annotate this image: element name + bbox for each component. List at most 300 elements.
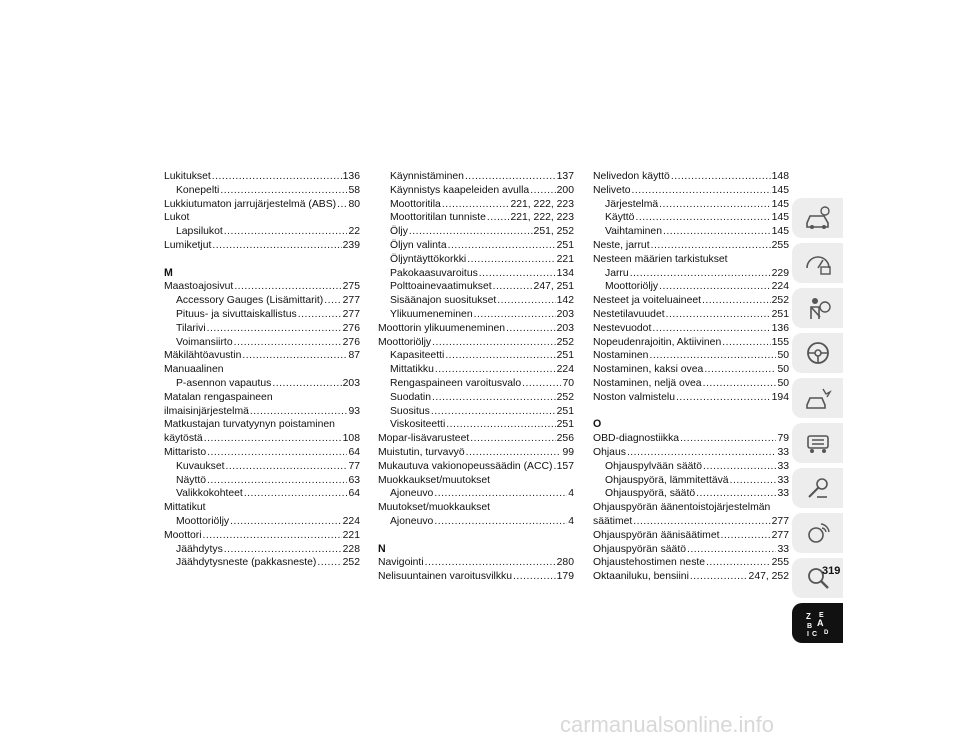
dot-leader: [465, 170, 556, 184]
index-entry-term: Konepelti: [176, 184, 220, 196]
dot-leader: [220, 184, 347, 198]
index-page-ref[interactable]: 148: [771, 171, 789, 182]
dot-leader: [680, 432, 776, 446]
dot-leader: [432, 391, 556, 405]
index-subentry: [378, 487, 574, 501]
index-entry: [164, 391, 360, 405]
index-entry-term: Jäähdytysneste (pakkasneste): [176, 557, 317, 569]
index-subentry: [593, 211, 789, 225]
index-subentry: [378, 391, 574, 405]
dot-leader: [226, 460, 348, 474]
index-entry-term: Mopar-lisävarusteet: [378, 433, 470, 445]
dot-leader: [317, 556, 341, 570]
dot-leader: [250, 405, 348, 419]
index-page-ref[interactable]: 277: [771, 515, 789, 527]
dot-leader: [467, 253, 555, 267]
index-entry-term: Nostaminen: [593, 350, 649, 362]
index-entry-term: Vaihtaminen: [605, 226, 662, 238]
index-entry-term: Navigointi: [378, 557, 424, 569]
index-subentry: [164, 322, 360, 336]
index-entry-term: Kuvaukset: [176, 460, 225, 472]
dot-leader: [234, 280, 341, 294]
index-entry: [593, 570, 789, 584]
dot-leader: [474, 308, 556, 322]
index-page-ref[interactable]: 251, 252: [533, 226, 574, 238]
index-page-ref[interactable]: 179: [556, 571, 574, 583]
dot-leader: [632, 184, 771, 198]
index-entry-term: Öljyn valinta: [390, 239, 447, 251]
dot-leader: [234, 336, 342, 350]
index-page-ref[interactable]: 134: [556, 267, 574, 279]
index-subentry: [378, 225, 574, 239]
index-entry-term: Jäähdytys: [176, 543, 223, 555]
index-entry: [378, 322, 574, 336]
index-subentry: [378, 405, 574, 419]
dot-leader: [696, 487, 776, 501]
dot-leader: [244, 487, 348, 501]
index-entry: [164, 501, 360, 515]
svg-text:A: A: [816, 618, 823, 628]
index-subentry: [378, 170, 574, 184]
index-entry-term: Nostaminen, kaksi ovea: [593, 364, 704, 376]
index-page-ref[interactable]: 58: [348, 184, 360, 196]
dot-leader: [434, 515, 567, 529]
index-page-ref[interactable]: 136: [771, 322, 789, 334]
index-entry-term: Lumiketjut: [164, 239, 212, 251]
index-page-ref[interactable]: 203: [556, 308, 574, 320]
index-entry: [593, 363, 789, 377]
index-column-1: [164, 170, 360, 570]
car-service-icon: [803, 428, 833, 458]
dot-leader: [690, 570, 748, 584]
index-entry-term: Nesteet ja voiteluaineet: [593, 295, 702, 307]
index-entry-term: Valikkokohteet: [176, 488, 243, 500]
index-entry-term: Ohjauspylvään säätö: [605, 460, 703, 472]
index-subentry: [378, 198, 574, 212]
index-page-ref[interactable]: 33: [777, 460, 789, 472]
index-page-ref[interactable]: 221, 222, 223: [510, 212, 574, 224]
index-entry-term: Oktaaniluku, bensiini: [593, 571, 689, 583]
index-entry-term: Nelivedon käyttö: [593, 171, 670, 182]
dot-leader: [651, 239, 771, 253]
svg-text:I: I: [806, 631, 809, 638]
index-entry: [593, 432, 789, 446]
index-page-ref[interactable]: 251: [556, 419, 574, 431]
index-page-ref[interactable]: 251: [556, 405, 574, 417]
index-subentry: [378, 418, 574, 432]
index-page-ref[interactable]: 70: [562, 377, 574, 389]
index-entry-term: Lukkiutumaton jarrujärjestelmä (ABS): [164, 198, 337, 210]
index-page-ref[interactable]: 33: [777, 488, 789, 500]
index-entry: [164, 198, 360, 212]
index-page-ref[interactable]: 99: [562, 446, 574, 458]
index-entry-term: Mittatikku: [390, 364, 434, 376]
dot-leader: [703, 377, 777, 391]
dot-leader: [212, 239, 341, 253]
seatbelt-airbag-icon: [803, 293, 833, 323]
index-entry-term: Rengaspaineen varoitusvalo: [390, 377, 522, 389]
dot-leader: [434, 487, 567, 501]
svg-text:B: B: [806, 623, 812, 630]
index-page-ref[interactable]: 50: [777, 377, 789, 389]
index-page-ref[interactable]: 145: [771, 212, 789, 224]
index-page-ref[interactable]: 203: [556, 322, 574, 334]
index-page-ref[interactable]: 251: [556, 239, 574, 251]
index-page-ref[interactable]: 252: [342, 557, 360, 569]
index-entry-term: Maastoajosivut: [164, 281, 234, 293]
index-page-ref[interactable]: 142: [556, 295, 574, 307]
tab-safety[interactable]: [792, 288, 843, 328]
dot-leader: [242, 349, 347, 363]
index-entry: [593, 515, 789, 529]
index-subentry: [164, 184, 360, 198]
tab-index[interactable]: [792, 603, 843, 643]
index-page-ref[interactable]: 64: [348, 488, 360, 500]
index-entry: [593, 170, 789, 184]
index-entry-term: Mäkilähtöavustin: [164, 350, 242, 362]
dot-leader: [409, 225, 533, 239]
tab-emergency[interactable]: [792, 378, 843, 418]
dot-leader: [706, 556, 771, 570]
index-page-ref[interactable]: 63: [348, 474, 360, 486]
index-page-ref[interactable]: 275: [342, 281, 360, 293]
index-entry-term: Järjestelmä: [605, 198, 659, 210]
index-page-ref[interactable]: 228: [342, 543, 360, 555]
index-page-ref[interactable]: 33: [777, 446, 789, 458]
index-entry-term: Ohjauspyörän säätö: [593, 543, 686, 555]
index-entry-term: Ohjaus: [593, 446, 626, 458]
index-page-ref[interactable]: 145: [771, 198, 789, 210]
index-entry-term: Lukitukset: [164, 171, 211, 182]
index-entry-term: Nelisuuntainen varoitusvilkku: [378, 571, 512, 583]
index-entry: [164, 432, 360, 446]
tab-starting-operating[interactable]: [792, 333, 843, 373]
index-entry-term: P-asennon vapautus: [176, 377, 272, 389]
index-entry: [164, 170, 360, 184]
dot-leader: [224, 225, 348, 239]
index-entry: [593, 446, 789, 460]
index-entry-term: Moottoriöljy: [176, 515, 230, 527]
index-page-ref[interactable]: 145: [771, 184, 789, 196]
chapter-tabs: [792, 198, 843, 648]
index-entry: [164, 405, 360, 419]
index-page-ref[interactable]: 224: [771, 281, 789, 293]
index-page-ref[interactable]: 80: [348, 198, 360, 210]
dot-leader: [207, 474, 347, 488]
index-page-ref[interactable]: 22: [348, 226, 360, 238]
index-page-ref[interactable]: 255: [771, 557, 789, 569]
index-page-ref[interactable]: 33: [777, 543, 789, 555]
index-entry-term: Näyttö: [176, 474, 207, 486]
index-subentry: [378, 253, 574, 267]
index-subentry: [378, 280, 574, 294]
index-entry: [593, 529, 789, 543]
index-page-ref[interactable]: 252: [771, 295, 789, 307]
index-entry: [593, 391, 789, 405]
dot-leader: [652, 322, 770, 336]
index-entry-term: Jarru: [605, 267, 629, 279]
dot-leader: [337, 198, 347, 212]
index-page-ref[interactable]: 200: [556, 184, 574, 196]
dot-leader: [702, 294, 771, 308]
index-entry: [164, 363, 360, 377]
index-entry: [593, 184, 789, 198]
index-subentry: [593, 460, 789, 474]
index-entry-term: Matkustajan turvatyynyn poistaminen: [164, 419, 335, 431]
index-entry: [593, 543, 789, 557]
index-entry-term: Neste, jarrut: [593, 239, 650, 251]
index-entry: [378, 570, 574, 584]
index-entry: [593, 336, 789, 350]
index-page-ref[interactable]: 221: [556, 253, 574, 265]
index-entry-term: Suodatin: [390, 391, 432, 403]
index-page-ref[interactable]: 194: [771, 391, 789, 403]
dot-leader: [663, 225, 771, 239]
index-subentry: [593, 487, 789, 501]
index-entry: [378, 446, 574, 460]
dot-leader: [446, 418, 555, 432]
index-letter-heading: M: [164, 266, 173, 279]
index-page-ref[interactable]: 247, 251: [533, 281, 574, 293]
index-entry-term: Noston valmistelu: [593, 391, 676, 403]
index-entry: [378, 460, 574, 474]
index-page-ref[interactable]: 221: [342, 529, 360, 541]
index-entry-term: Kapasiteetti: [390, 350, 445, 362]
index-entry-term: Nestetilavuudet: [593, 308, 665, 320]
index-entry: [593, 501, 789, 515]
dot-leader: [676, 391, 771, 405]
dot-leader: [324, 294, 341, 308]
index-page-ref[interactable]: 33: [777, 474, 789, 486]
index-column-3: [593, 170, 789, 584]
index-subentry: [164, 556, 360, 570]
index-subentry: [378, 239, 574, 253]
index-subentry: [164, 515, 360, 529]
index-subentry: [593, 225, 789, 239]
index-page-ref[interactable]: 64: [348, 446, 360, 458]
dot-leader: [513, 570, 556, 584]
index-entry-term: käytöstä: [164, 433, 203, 445]
index-entry-term: Mittaristo: [164, 446, 207, 458]
index-entry: [164, 418, 360, 432]
index-entry-term: Nestevuodot: [593, 322, 652, 334]
dot-leader: [272, 377, 341, 391]
index-entry-term: Matalan rengaspaineen: [164, 391, 273, 403]
index-entry-term: OBD-diagnostiikka: [593, 433, 680, 445]
index-subentry: [378, 294, 574, 308]
dot-leader: [432, 336, 556, 350]
index-subentry: [378, 308, 574, 322]
index-entry-term: Pakokaasuvaroitus: [390, 267, 478, 279]
index-page-ref[interactable]: 276: [342, 336, 360, 348]
index-page-ref[interactable]: 251: [771, 308, 789, 320]
tab-getting-to-know[interactable]: [792, 198, 843, 238]
tab-customer-assistance[interactable]: [792, 558, 843, 598]
index-entry: [164, 529, 360, 543]
index-page-ref[interactable]: 251: [556, 350, 574, 362]
dot-leader: [553, 460, 555, 474]
svg-text:Z: Z: [805, 612, 811, 621]
index-entry: [378, 336, 574, 350]
dot-leader: [659, 198, 771, 212]
index-subentry: [378, 267, 574, 281]
index-page-ref[interactable]: 157: [556, 460, 574, 472]
index-subentry: [164, 225, 360, 239]
index-subentry: [164, 487, 360, 501]
dot-leader: [479, 267, 556, 281]
index-page-ref[interactable]: 50: [777, 364, 789, 376]
index-page-ref[interactable]: 229: [771, 267, 789, 279]
index-entry-term: Nopeudenrajoitin, Aktiivinen: [593, 336, 722, 348]
index-entry-term: Mittatikut: [164, 502, 206, 514]
index-entry-term: Muistutin, turvavyö: [378, 446, 465, 458]
index-page-ref[interactable]: 4: [568, 515, 574, 527]
car-info-icon: [803, 203, 833, 233]
index-page-ref[interactable]: 276: [342, 322, 360, 334]
dot-leader: [730, 474, 777, 488]
index-page-ref[interactable]: 277: [342, 308, 360, 320]
index-entry-term: Käynnistäminen: [390, 171, 464, 182]
index-entry: [164, 280, 360, 294]
index-entry-term: Ohjauspyörän äänentoistojärjestelmän: [593, 502, 771, 514]
index-entry: [164, 349, 360, 363]
dot-leader: [522, 377, 561, 391]
index-entry: [593, 556, 789, 570]
dot-leader: [207, 322, 342, 336]
dot-leader: [445, 349, 555, 363]
index-entry-term: Pituus- ja sivuttaiskallistus: [176, 308, 297, 320]
index-page-ref[interactable]: 4: [568, 488, 574, 500]
index-page-ref[interactable]: 239: [342, 239, 360, 251]
index-entry-term: Tilarivi: [176, 322, 206, 334]
index-entry-term: Ylikuumeneminen: [390, 308, 473, 320]
dot-leader: [425, 556, 556, 570]
index-entry: [593, 294, 789, 308]
dot-leader: [207, 446, 347, 460]
steering-wheel-icon: [803, 338, 833, 368]
index-page-ref[interactable]: 87: [348, 350, 360, 362]
index-page-ref[interactable]: 145: [771, 226, 789, 238]
index-page-ref[interactable]: 203: [342, 377, 360, 389]
svg-text:C: C: [811, 631, 817, 638]
index-entry-term: Sisäänajon suositukset: [390, 295, 497, 307]
dot-leader: [298, 308, 342, 322]
index-entry-term: Lapsilukot: [176, 226, 223, 238]
dot-leader: [431, 405, 556, 419]
index-letter-heading: N: [378, 542, 386, 555]
dot-leader: [506, 322, 556, 336]
index-page-ref[interactable]: 277: [771, 529, 789, 541]
index-entry-term: säätimet: [593, 515, 633, 527]
index-subentry: [164, 336, 360, 350]
dashboard-warning-icon: [803, 248, 833, 278]
tab-servicing[interactable]: [792, 423, 843, 463]
index-page-ref[interactable]: 136: [342, 171, 360, 182]
index-entry-term: Nesteen määrien tarkistukset: [593, 253, 728, 265]
dot-leader: [203, 529, 342, 543]
index-entry-term: Ajoneuvo: [390, 488, 434, 500]
index-subentry: [164, 308, 360, 322]
dot-leader: [635, 211, 770, 225]
tab-instrument-panel[interactable]: [792, 243, 843, 283]
index-subentry: [378, 363, 574, 377]
dot-leader: [493, 280, 533, 294]
dot-leader: [435, 363, 556, 377]
tab-multimedia[interactable]: [792, 513, 843, 553]
dot-leader: [466, 446, 562, 460]
index-page-ref[interactable]: 93: [348, 405, 360, 417]
index-entry-term: Muutokset/muokkaukset: [378, 502, 491, 514]
index-entry-term: Suositus: [390, 405, 430, 417]
index-subentry: [164, 543, 360, 557]
index-subentry: [378, 515, 574, 529]
index-entry: [378, 432, 574, 446]
index-entry-term: Muokkaukset/muutokset: [378, 474, 491, 486]
index-letter-heading: O: [593, 418, 602, 431]
index-page-ref[interactable]: 256: [556, 433, 574, 445]
index-page-ref[interactable]: 108: [342, 433, 360, 445]
tab-technical[interactable]: [792, 468, 843, 508]
dot-leader: [230, 515, 342, 529]
index-page-ref[interactable]: 252: [556, 336, 574, 348]
dot-leader: [633, 515, 770, 529]
dot-leader: [487, 211, 510, 225]
index-column-2: [378, 170, 574, 584]
index-entry-term: Moottoritila: [390, 198, 441, 210]
index-page-ref[interactable]: 77: [348, 460, 360, 472]
dot-leader: [442, 198, 510, 212]
index-entry: [378, 474, 574, 488]
index-entry-term: Lukot: [164, 212, 190, 224]
index-entry-term: Käyttö: [605, 212, 635, 224]
index-page-ref[interactable]: 50: [777, 350, 789, 362]
index-letters-icon: [803, 608, 833, 638]
dot-leader: [687, 543, 776, 557]
index-subentry: [378, 184, 574, 198]
index-subentry: [593, 198, 789, 212]
index-entry-term: Viskositeetti: [390, 419, 446, 431]
index-page-ref[interactable]: 221, 222, 223: [510, 198, 574, 210]
index-subentry: [164, 474, 360, 488]
index-page-ref[interactable]: 224: [342, 515, 360, 527]
dot-leader: [448, 239, 556, 253]
index-page-ref[interactable]: 255: [771, 239, 789, 251]
dot-leader: [722, 336, 770, 350]
index-page-ref[interactable]: 137: [556, 171, 574, 182]
dot-leader: [630, 267, 771, 281]
index-subentry: [164, 377, 360, 391]
index-entry-term: ilmaisinjärjestelmä: [164, 405, 249, 417]
index-page-ref[interactable]: 252: [556, 391, 574, 403]
dot-leader: [649, 349, 776, 363]
dot-leader: [497, 294, 555, 308]
index-entry-term: Mukautuva vakionopeussäädin (ACC): [378, 460, 553, 472]
index-page-ref[interactable]: 247, 252: [748, 571, 789, 583]
index-subentry: [378, 211, 574, 225]
index-page-ref[interactable]: 79: [777, 433, 789, 445]
index-page-ref[interactable]: 280: [556, 557, 574, 569]
index-page-ref[interactable]: 224: [556, 364, 574, 376]
index-page-ref[interactable]: 155: [771, 336, 789, 348]
index-subentry: [593, 267, 789, 281]
index-subentry: [593, 280, 789, 294]
index-entry: [378, 556, 574, 570]
index-entry-term: Moottoriöljy: [378, 336, 432, 348]
index-entry: [378, 501, 574, 515]
index-page-ref[interactable]: 277: [342, 295, 360, 307]
index-subentry: [164, 294, 360, 308]
index-entry-term: Moottoriöljy: [605, 281, 659, 293]
